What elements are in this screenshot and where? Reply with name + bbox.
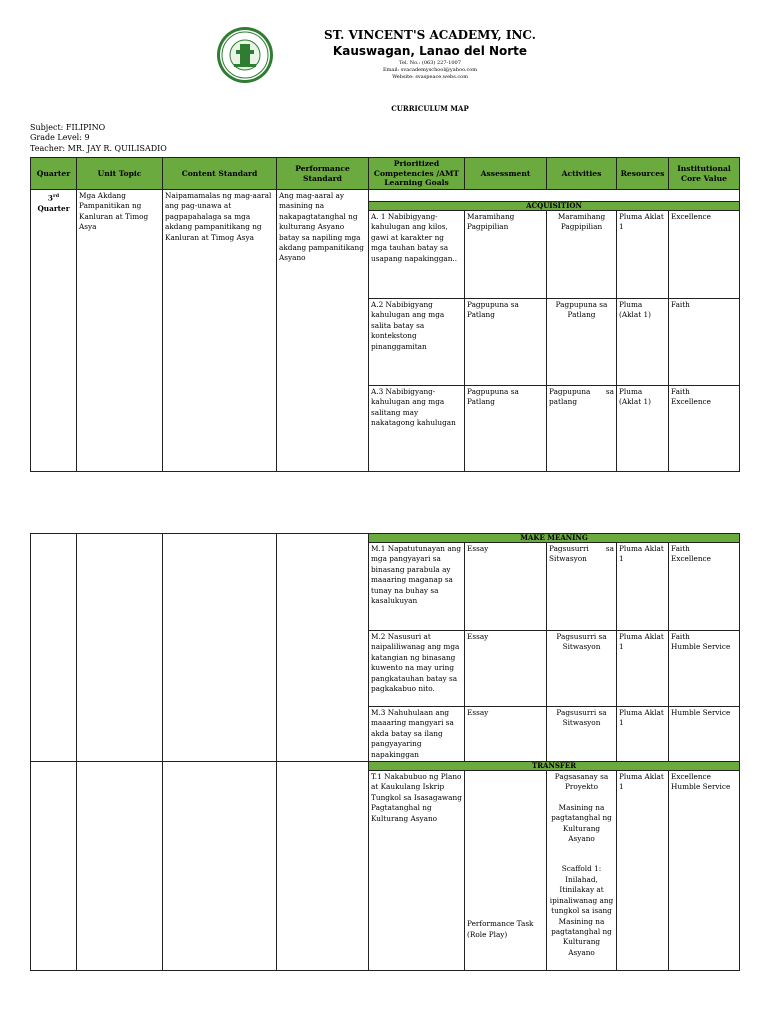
subject-line: Subject: FILIPINO <box>30 123 106 132</box>
content-standard-cell: Naipamamalas ng mag-aaral ang pag-unawa at pagpapahalaga sa mga akdang pampanitikang ng Kanluran at Timog Asya <box>163 190 277 472</box>
activities-m3: Pagsusurri sa Sitwasyon <box>547 707 617 762</box>
activities-t1: Pagsasanay sa Proyekto Masining na pagtatanghal ng Kulturang Asyano Scaffold 1: Inilahad, Itinilakay at ipinaliwanag ang tungkol sa isang Masining na pagtatanghal ng Kulturang Asyano <box>547 771 617 971</box>
competency-a1: A. 1 Nabibigyang-kahulugan ang kilos, gawi at karakter ng mga tauhan batay sa usapang napakinggan.. <box>369 211 465 299</box>
assessment-m1: Essay <box>465 543 547 631</box>
empty-content-cell-2 <box>163 762 277 971</box>
empty-unit-cell-2 <box>77 762 163 971</box>
activities-m1: Pagsusurri sa Sitwasyon <box>547 543 617 631</box>
col-activities: Activities <box>547 158 617 190</box>
value-m1: Faith Excellence <box>669 543 740 631</box>
grade-line: Grade Level: 9 <box>30 133 90 142</box>
transfer-band: TRANSFER <box>369 762 740 771</box>
school-tel: Tel. No.: (063) 227-1007 <box>399 60 461 66</box>
value-a1: Excellence <box>669 211 740 299</box>
competency-m1: M.1 Napatutunayan ang mga pangyayari sa binasang parabula ay maaaring maganap sa tunay na buhay sa kasalukuyan <box>369 543 465 631</box>
school-email: Email: svacademyschool@yahoo.com <box>382 67 478 73</box>
empty-quarter-cell-2 <box>31 762 77 971</box>
resources-m1: Pluma Aklat 1 <box>617 543 669 631</box>
assessment-a3: Pagpupuna sa Patlang <box>465 386 547 472</box>
value-m3: Humble Service <box>669 707 740 762</box>
activities-a3: Pagpupuna sa patlang <box>547 386 617 472</box>
col-performance-standard: Performance Standard <box>277 158 369 190</box>
competency-t1: T.1 Nakabubuo ng Plano at Kaukulang Iskrip Tungkol sa Isasagawang Pagtatanghal ng Kulturang Asyano <box>369 771 465 971</box>
curriculum-table-2 <box>30 533 740 971</box>
value-t1: Excellence Humble Service <box>669 771 740 971</box>
quarter-cell: 3rd Quarter <box>31 190 77 472</box>
activities-m2: Pagsusurri sa Sitwasyon <box>547 631 617 707</box>
school-website: Website: svaspeace.webs.com <box>392 74 468 80</box>
curriculum-table-1 <box>30 157 740 472</box>
empty-performance-cell <box>277 534 369 762</box>
col-core-value: Institutional Core Value <box>669 158 740 190</box>
col-unit-topic: Unit Topic <box>77 158 163 190</box>
col-quarter: Quarter <box>31 158 77 190</box>
resources-a1: Pluma Aklat 1 <box>617 211 669 299</box>
teacher-line: Teacher: MR. JAY R. QUILISADIO <box>30 144 167 153</box>
value-a3: Faith Excellence <box>669 386 740 472</box>
resources-m2: Pluma Aklat 1 <box>617 631 669 707</box>
value-a2: Faith <box>669 299 740 386</box>
resources-t1: Pluma Aklat 1 <box>617 771 669 971</box>
empty-content-cell <box>163 534 277 762</box>
resources-m3: Pluma Aklat 1 <box>617 707 669 762</box>
activities-a1: Maramihang Pagpipilian <box>547 211 617 299</box>
assessment-a2: Pagpupuna sa Patlang <box>465 299 547 386</box>
document-title: CURRICULUM MAP <box>391 104 469 113</box>
col-assessment: Assessment <box>465 158 547 190</box>
assessment-m2: Essay <box>465 631 547 707</box>
col-content-standard: Content Standard <box>163 158 277 190</box>
acquisition-band: ACQUISITION <box>369 202 740 211</box>
make-meaning-band: MAKE MEANING <box>369 534 740 543</box>
value-m2: Faith Humble Service <box>669 631 740 707</box>
assessment-a1: Maramihang Pagpipilian <box>465 211 547 299</box>
empty-performance-cell-2 <box>277 762 369 971</box>
resources-a2: Pluma (Aklat 1) <box>617 299 669 386</box>
col-resources: Resources <box>617 158 669 190</box>
school-seal-logo <box>216 26 274 84</box>
col-competencies: Prioritized Competencies /AMT Learning Goals <box>369 158 465 190</box>
empty-quarter-cell <box>31 534 77 762</box>
activities-a2: Pagpupuna sa Patlang <box>547 299 617 386</box>
school-name: ST. VINCENT'S ACADEMY, INC. <box>324 28 536 42</box>
school-location: Kauswagan, Lanao del Norte <box>332 44 528 58</box>
performance-standard-cell: Ang mag-aaral ay masining na nakapagtatanghal ng kulturang Asyano batay sa napiling mga akdang pampanitikang Asyano <box>277 190 369 472</box>
resources-a3: Pluma (Aklat 1) <box>617 386 669 472</box>
assessment-t1: Performance Task (Role Play) <box>465 771 547 971</box>
unit-topic-cell: Mga Akdang Pampanitikan ng Kanluran at Timog Asya <box>77 190 163 472</box>
competency-a2: A.2 Nabibigyang kahulugan ang mga salita batay sa kontekstong pinanggamitan <box>369 299 465 386</box>
empty-unit-cell <box>77 534 163 762</box>
competency-a3: A.3 Nabibigyang-kahulugan ang mga salitang may nakatagong kahulugan <box>369 386 465 472</box>
competency-m3: M.3 Nahuhulaan ang maaaring mangyari sa akda batay sa ilang pangyayaring napakinggan <box>369 707 465 762</box>
assessment-m3: Essay <box>465 707 547 762</box>
competency-m2: M.2 Nasusuri at naipaliliwanag ang mga katangian ng binasang kuwento na may uring pangkatauhan batay sa pagkakabuo nito. <box>369 631 465 707</box>
